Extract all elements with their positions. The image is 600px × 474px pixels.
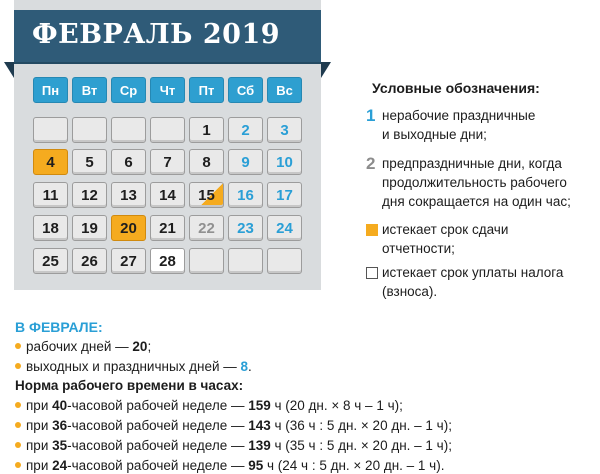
day-cell: [72, 117, 107, 143]
day-cell: 21: [150, 215, 185, 241]
summary-heading: В ФЕВРАЛЕ:: [15, 319, 103, 335]
day-cell-holiday: 16: [228, 182, 263, 208]
bullet-icon: [15, 402, 21, 408]
weekday-header: Вт: [72, 77, 107, 103]
day-cell-holiday: 23: [228, 215, 263, 241]
legend-text-line: истекает срок сдачи: [382, 222, 509, 237]
legend-marker-1: 1: [366, 106, 376, 125]
working-days-row: рабочих дней — 20;: [15, 339, 151, 354]
day-cell-report-deadline: 20: [111, 215, 146, 241]
legend-title: Условные обозначения:: [372, 80, 540, 96]
weekday-header: Ср: [111, 77, 146, 103]
day-cell: 7: [150, 149, 185, 175]
norm-row: [15, 398, 403, 413]
norm-middle: -часовой рабочей неделе —: [67, 438, 249, 453]
day-cell-holiday: 24: [267, 215, 302, 241]
norm-week-hours: 35: [52, 438, 68, 453]
working-days-value: 20: [132, 339, 148, 354]
day-cell-holiday: 17: [267, 182, 302, 208]
day-cell: 26: [72, 248, 107, 274]
bullet-icon: [15, 462, 21, 468]
day-cell: [33, 117, 68, 143]
working-days-label: рабочих дней —: [26, 339, 133, 354]
white-square-icon: [366, 267, 378, 279]
orange-square-icon: [366, 224, 378, 236]
norm-middle: -часовой рабочей неделе —: [67, 458, 249, 473]
weekday-header: Пн: [33, 77, 68, 103]
month-title: ФЕВРАЛЬ 2019: [32, 19, 281, 50]
legend-text-line: нерабочие праздничные: [382, 108, 536, 123]
days-off-label: выходных и праздничных дней —: [26, 359, 241, 374]
banner-fold-right: [321, 62, 331, 78]
norm-calculation: ч (20 дн. × 8 ч – 1 ч);: [270, 398, 403, 413]
norm-calculation: ч (36 ч : 5 дн. × 20 дн. – 1 ч);: [270, 418, 452, 433]
norm-row: [15, 418, 452, 433]
weekday-header: Сб: [228, 77, 263, 103]
day-cell: [111, 117, 146, 143]
norm-prefix: при: [26, 398, 53, 413]
day-cell: 11: [33, 182, 68, 208]
day-cell: 14: [150, 182, 185, 208]
bullet-icon: [15, 343, 21, 349]
norm-heading: Норма рабочего времени в часах:: [15, 378, 244, 393]
day-cell-preholiday: 22: [189, 215, 224, 241]
norm-hours: 95: [248, 458, 264, 473]
legend-text-line: (взноса).: [382, 284, 438, 299]
day-cell: 27: [111, 248, 146, 274]
legend-marker-2: 2: [366, 154, 376, 173]
norm-row: [15, 438, 452, 453]
bullet-icon: [15, 422, 21, 428]
weekday-header: Пт: [189, 77, 224, 103]
norm-middle: -часовой рабочей неделе —: [67, 398, 249, 413]
weekday-header: Чт: [150, 77, 185, 103]
legend-text-line: продолжительность рабочего: [382, 175, 567, 190]
banner-fold-left: [4, 62, 14, 78]
legend-text-line: дня сокращается на один час;: [382, 194, 571, 209]
legend-text-line: предпраздничные дни, когда: [382, 156, 562, 171]
day-cell: 1: [189, 117, 224, 143]
day-cell: [150, 117, 185, 143]
days-off-row: выходных и праздничных дней — 8.: [15, 359, 252, 374]
day-cell-holiday: 3: [267, 117, 302, 143]
day-cell: 13: [111, 182, 146, 208]
day-cell: 12: [72, 182, 107, 208]
norm-row: [15, 458, 444, 473]
day-cell: [189, 248, 224, 274]
norm-week-hours: 36: [52, 418, 68, 433]
norm-prefix: при: [26, 438, 53, 453]
legend-text-line: отчетности;: [382, 241, 455, 256]
norm-calculation: ч (35 ч : 5 дн. × 20 дн. – 1 ч);: [270, 438, 452, 453]
day-cell-holiday: 2: [228, 117, 263, 143]
days-off-value: 8: [240, 359, 249, 374]
day-cell-holiday: 9: [228, 149, 263, 175]
norm-prefix: при: [26, 458, 53, 473]
day-cell: 5: [72, 149, 107, 175]
day-cell: 18: [33, 215, 68, 241]
norm-calculation: ч (24 ч : 5 дн. × 20 дн. – 1 ч).: [263, 458, 445, 473]
norm-week-hours: 40: [52, 398, 68, 413]
day-cell: [267, 248, 302, 274]
norm-middle: -часовой рабочей неделе —: [67, 418, 249, 433]
month-banner: [14, 10, 321, 62]
weekday-header: Вс: [267, 77, 302, 103]
day-cell-holiday: 10: [267, 149, 302, 175]
day-cell-tax-deadline: 28: [150, 248, 185, 274]
day-cell: 6: [111, 149, 146, 175]
day-cell: [228, 248, 263, 274]
day-cell: 8: [189, 149, 224, 175]
norm-hours: 159: [248, 398, 271, 413]
norm-hours: 139: [248, 438, 271, 453]
day-cell: 25: [33, 248, 68, 274]
legend-text-line: и выходные дни;: [382, 127, 487, 142]
norm-prefix: при: [26, 418, 53, 433]
bullet-icon: [15, 363, 21, 369]
day-cell: 19: [72, 215, 107, 241]
norm-week-hours: 24: [52, 458, 68, 473]
norm-hours: 143: [248, 418, 271, 433]
day-cell-report-and-tax-deadline: 15: [189, 182, 224, 208]
bullet-icon: [15, 442, 21, 448]
legend-text-line: истекает срок уплаты налога: [382, 265, 564, 280]
day-cell-report-deadline: 4: [33, 149, 68, 175]
